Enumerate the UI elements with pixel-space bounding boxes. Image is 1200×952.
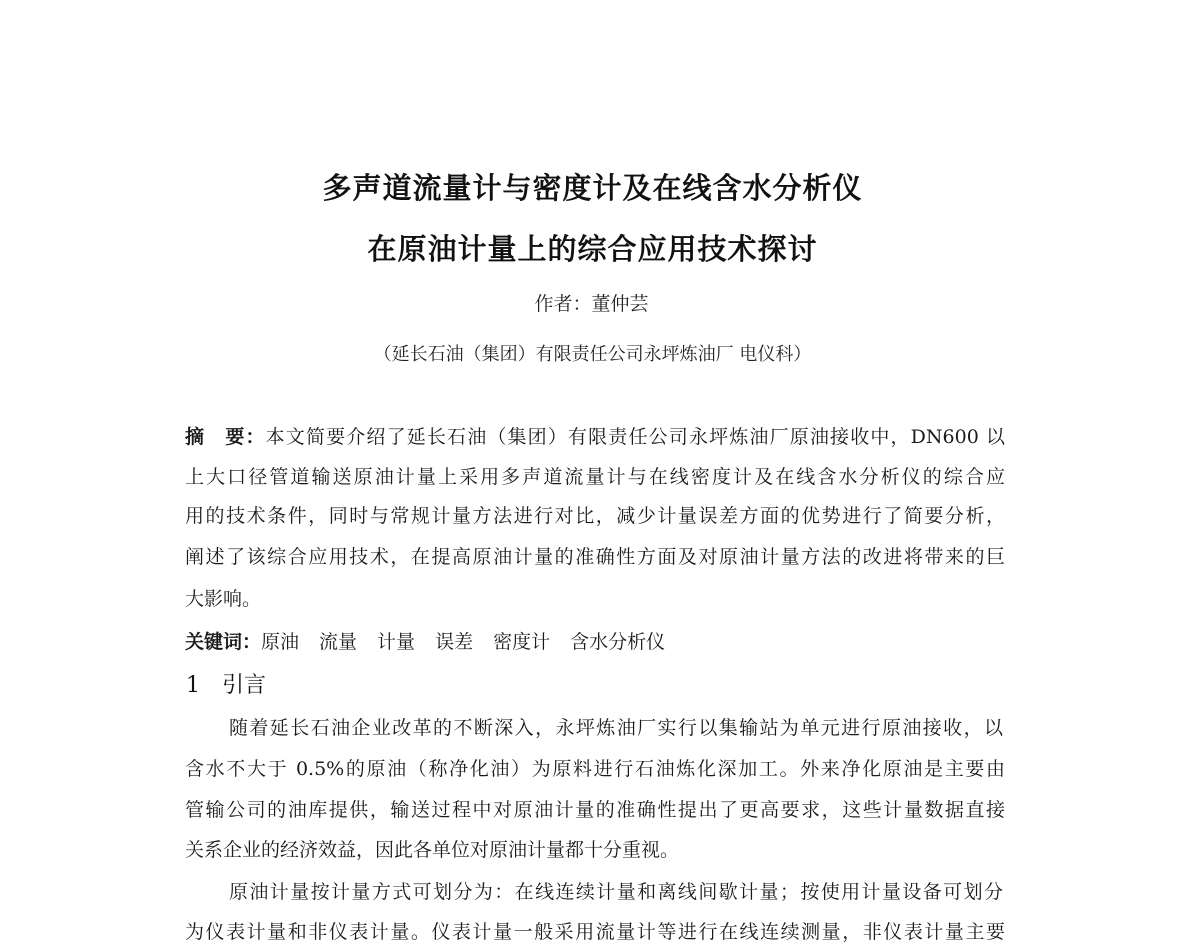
abstract-line-1 [185, 425, 1005, 449]
para1-line-1: 随着延长石油企业改革的不断深入，永坪炼油厂实行以集输站为单元进行原油接收，以 [229, 717, 1003, 739]
section-heading [186, 668, 266, 699]
abstract-text: 本文简要介绍了延长石油（集团）有限责任公司永坪炼油厂原油接收中，DN600 以 [265, 426, 1005, 448]
affiliation-line: （延长石油（集团）有限责任公司永坪炼油厂 电仪科） [373, 344, 812, 365]
para1-line-2: 含水不大于 0.5%的原油（称净化油）为原料进行石油炼化深加工。外来净化原油是主要由 [185, 758, 1005, 780]
paper-title-line-1: 多声道流量计与密度计及在线含水分析仪 [322, 171, 863, 205]
abstract-line-4: 阐述了该综合应用技术，在提高原油计量的准确性方面及对原油计量方法的改进将带来的巨 [185, 546, 1005, 568]
section-title: 引言 [222, 673, 267, 698]
para1-line-4: 关系企业的经济效益，因此各单位对原油计量都十分重视。 [185, 839, 680, 861]
keyword: 计量 [377, 631, 416, 653]
abstract-label: 摘 要： [185, 426, 266, 448]
abstract-line-3: 用的技术条件，同时与常规计量方法进行对比，减少计量误差方面的优势进行了简要分析， [185, 505, 1005, 527]
author-line: 作者：董仲芸 [534, 293, 649, 315]
keyword: 流量 [319, 631, 358, 653]
section-number: 1 [186, 673, 200, 698]
keyword: 密度计 [493, 631, 551, 653]
keyword: 原油 [261, 631, 300, 653]
para1-line-3: 管输公司的油库提供，输送过程中对原油计量的准确性提出了更高要求，这些计量数据直接 [185, 799, 1005, 821]
keyword: 误差 [435, 631, 474, 653]
abstract-line-2: 上大口径管道输送原油计量上采用多声道流量计与在线密度计及在线含水分析仪的综合应 [185, 466, 1005, 488]
keywords-label: 关键词： [185, 631, 262, 653]
abstract-line-5: 大影响。 [185, 588, 262, 610]
para2-line-1: 原油计量按计量方式可划分为：在线连续计量和离线间歇计量；按使用计量设备可划分 [229, 881, 1003, 903]
paper-title-line-2: 在原油计量上的综合应用技术探讨 [367, 232, 818, 266]
para2-line-2: 为仪表计量和非仪表计量。仪表计量一般采用流量计等进行在线连续测量，非仪表计量主要 [185, 921, 1005, 943]
keywords-line [185, 630, 1005, 654]
keyword: 含水分析仪 [570, 631, 666, 653]
